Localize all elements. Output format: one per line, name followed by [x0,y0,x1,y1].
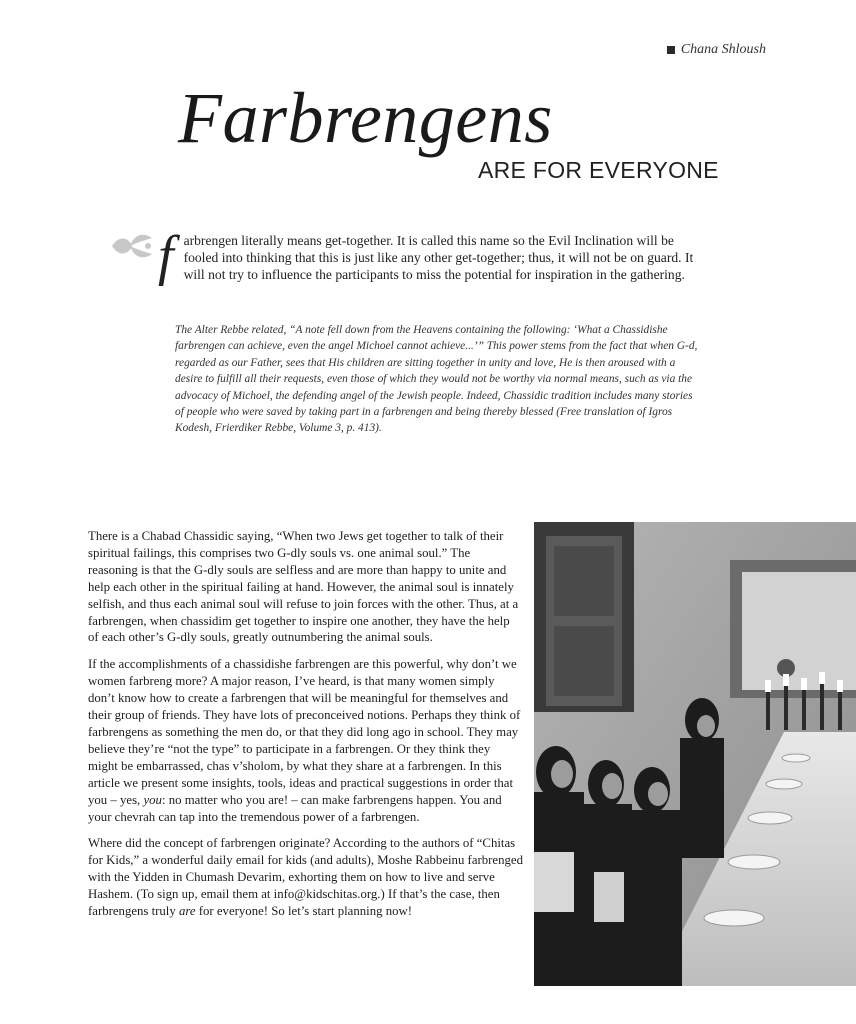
photo-illustration [534,522,856,986]
article-title: Farbrengens [178,78,553,158]
author-name: Chana Shloush [680,42,766,57]
body-emphasis: are [178,904,196,919]
body-paragraph: There is a Chabad Chassidic saying, “When two Jews get together to talk of their spiritual failings, this comprises two G-dly souls vs. one animal soul.” The reasoning is that the G-dly souls are selfless and are more than happy to unite and help each other in the spiritual failing at hand. However, the animal soul is innately selfish, and thus each animal soul will refuse to join forces with the other. Thus, at a farbrengen, when chassidim get together to inspire one another, they have the help of each other’s G-dly souls, greatly outnumbering the animal souls. [88,529,519,645]
square-bullet-icon [667,46,675,54]
pull-quote: The Alter Rebbe related, “A note fell down from the Heavens containing the following: ‘What a Chassidishe farbrengen can achieve, even the angel Michoel cannot achieve...’” This power stems from the fact that when G-d, regarded as our Father, sees that His children are sitting together in unity and love, He is then aroused with a desire to fulfill all their requests, even those of which they would not be worthy via normal means, such as via the advocacy of Michoel, the defending angel of the Jewish people. Indeed, Chassidic tradition includes many stories of people who were saved by taking part in a farbrengen and being thereby blessed (Free translation of Igros Kodesh, Frierdiker Rebbe, Volume 3, p. 413). [175,324,698,435]
body-text: for everyone! So let’s start planning now! [195,904,412,919]
byline [667,42,766,58]
intro-text: arbrengen literally means get-together. It is called this name so the Evil Inclination will be fooled into thinking that this is just like any other get-together; thus, it will not be on guard. It will not try to influence the participants to miss the potential for inspiration in the gathering. [183,233,694,282]
body-text: : no matter who you are! – can make farbrengens happen. You and your chevrah can tap into the tremendous power of a farbrengen. [88,792,502,824]
body-text: Where did the concept of farbrengen originate? According to the authors of “Chitas for Kids,” a wonderful daily email for kids (and adults), Moshe Rabbeinu farbrenged with the Yidden in Chumash Devarim, exhorting them on how to live and serve Hashem. (To sign up, email them at info@kidschitas.org.) If that’s the case, then farbrengens truly [88,836,523,919]
intro-paragraph [158,225,703,287]
body-text: If the accomplishments of a chassidishe farbrengen are this powerful, why don’t we women farbreng more? A major reason, I’ve heard, is that many women simply don’t know how to create a farbrengen that will be meaningful for themselves and their group of friends. They have lots of preconceived notions. Perhaps they think of farbrengens as something the men do, or that they did long ago in school. They may believe they’re “not the type” to participate in a farbrengen. Or they think they might be embarrassed, chas v’sholom, by what they share at a farbrengen. In this article we present some insights, tools, ideas and practical suggestions in order that you – yes, [88,657,521,807]
flourish-ornament-icon [108,228,156,264]
drop-cap: f [158,225,174,287]
article-subtitle: ARE FOR EVERYONE [478,157,719,183]
body-emphasis: you [143,792,162,807]
article-body [88,528,523,930]
farbrengen-photo [534,522,856,986]
body-paragraph [88,656,523,825]
body-paragraph [88,835,523,920]
